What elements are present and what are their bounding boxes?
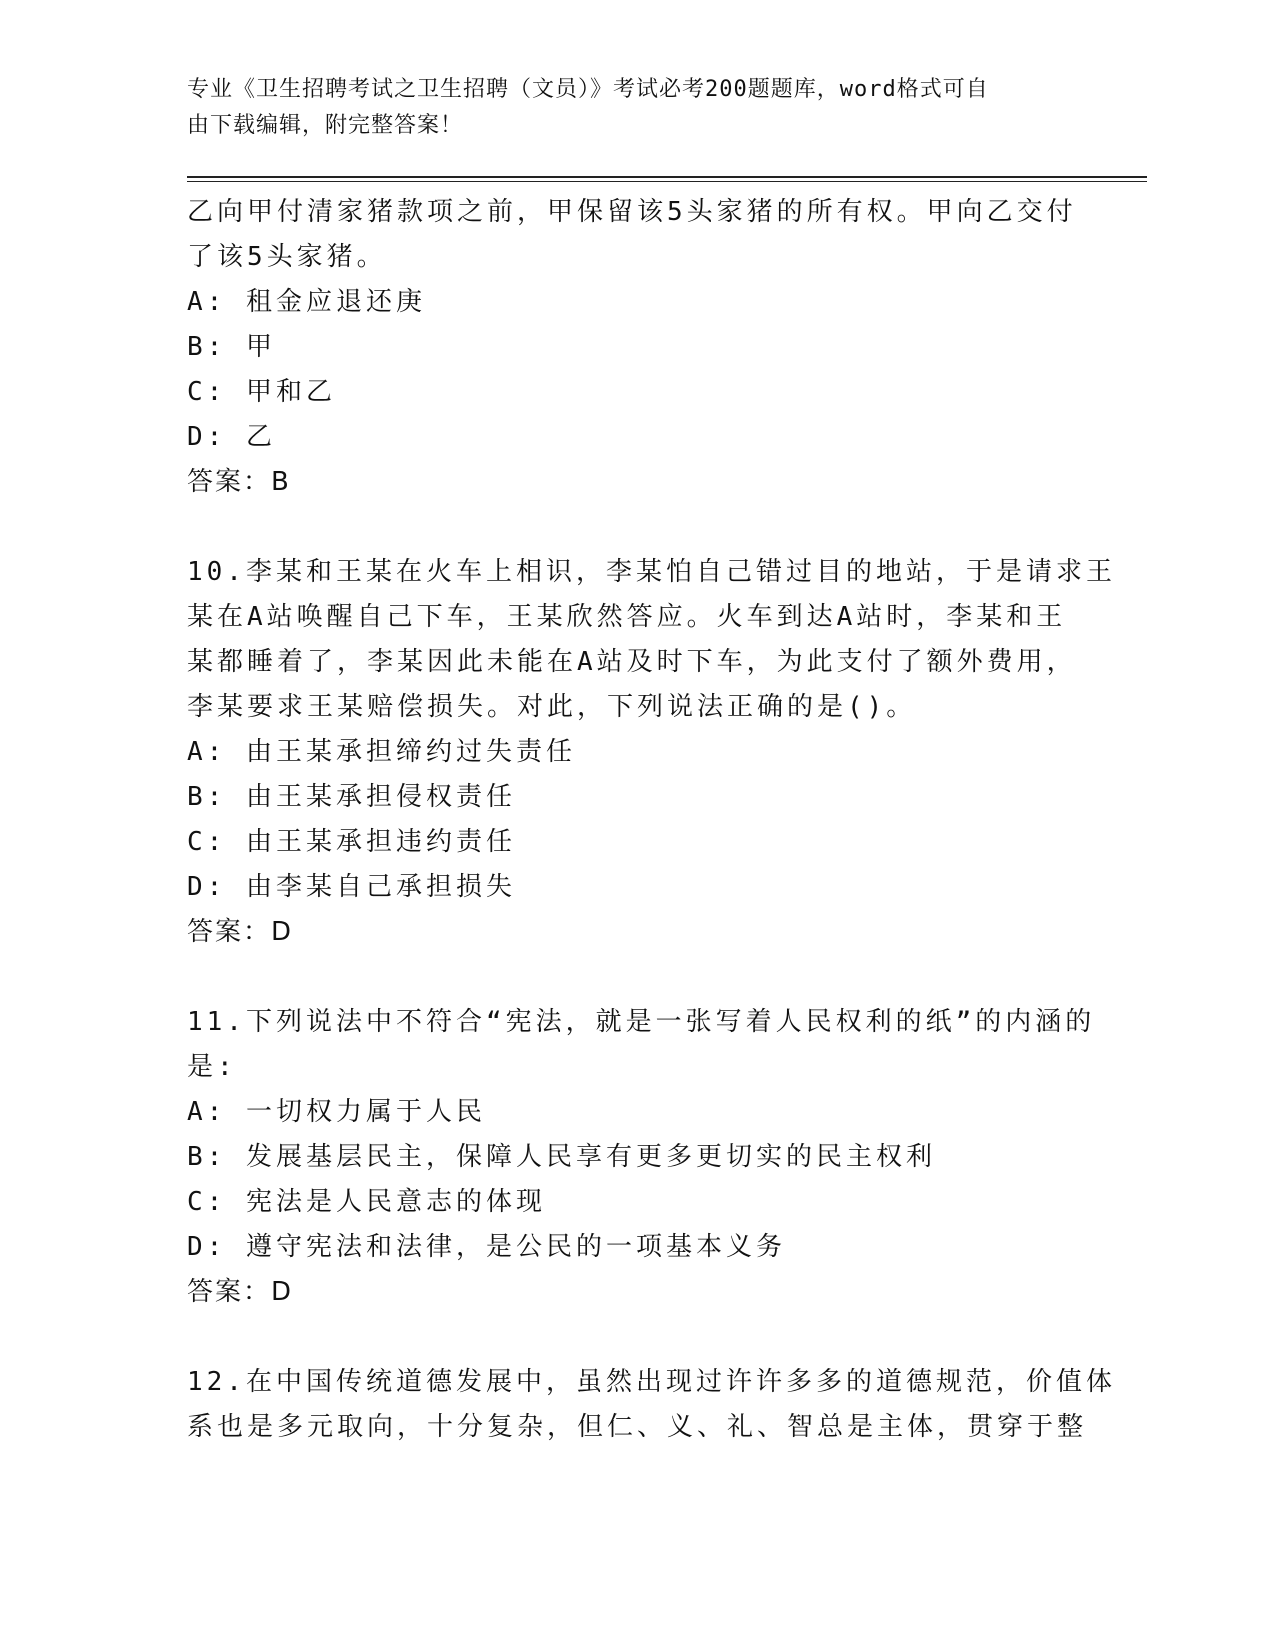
question-stem-line: 某都睡着了，李某因此未能在A站及时下车，为此支付了额外费用， bbox=[187, 647, 1077, 677]
option-c: C: 甲和乙 bbox=[187, 377, 336, 407]
option-c: C: 由王某承担违约责任 bbox=[187, 827, 516, 857]
question-11 bbox=[187, 1000, 1096, 1315]
option-d: D: 由李某自己承担损失 bbox=[187, 872, 516, 902]
spacer bbox=[187, 955, 1067, 1000]
question-12 bbox=[187, 1360, 1116, 1450]
question-stem-line: 系也是多元取向，十分复杂，但仁、义、礼、智总是主体，贯穿于整 bbox=[187, 1412, 1088, 1442]
option-a: A: 租金应退还庚 bbox=[187, 287, 426, 317]
answer-line: 答案：D bbox=[187, 917, 294, 947]
option-d: D: 乙 bbox=[187, 422, 276, 452]
spacer bbox=[187, 1315, 1067, 1360]
header-rule-thick bbox=[187, 176, 1147, 178]
option-b: B: 由王某承担侵权责任 bbox=[187, 782, 516, 812]
header-line-2: 由下载编辑，附完整答案！ bbox=[187, 113, 464, 138]
question-stem-line: 李某要求王某赔偿损失。对此，下列说法正确的是()。 bbox=[187, 692, 917, 722]
question-stem-line: 某在A站唤醒自己下车，王某欣然答应。火车到达A站时，李某和王 bbox=[187, 602, 1067, 632]
option-d: D: 遵守宪法和法律，是公民的一项基本义务 bbox=[187, 1232, 786, 1262]
header-line-1: 专业《卫生招聘考试之卫生招聘（文员）》考试必考200题题库，word格式可自 bbox=[187, 77, 989, 102]
question-stem-line: 是: bbox=[187, 1052, 237, 1082]
answer-line: 答案：B bbox=[187, 467, 291, 497]
spacer bbox=[187, 505, 1067, 550]
document-header bbox=[187, 72, 1067, 144]
question-stem-line: 了该5头家猪。 bbox=[187, 242, 387, 272]
option-a: A: 由王某承担缔约过失责任 bbox=[187, 737, 576, 767]
option-b: B: 甲 bbox=[187, 332, 276, 362]
header-rule-thin bbox=[187, 181, 1147, 182]
answer-line: 答案：D bbox=[187, 1277, 294, 1307]
document-body bbox=[187, 190, 1116, 1450]
question-stem-line: 10.李某和王某在火车上相识，李某怕自己错过目的地站，于是请求王 bbox=[187, 557, 1116, 587]
question-stem-line: 12.在中国传统道德发展中，虽然出现过许许多多的道德规范，价值体 bbox=[187, 1367, 1116, 1397]
question-stem-line: 11.下列说法中不符合“宪法，就是一张写着人民权利的纸”的内涵的 bbox=[187, 1007, 1096, 1037]
option-c: C: 宪法是人民意志的体现 bbox=[187, 1187, 546, 1217]
question-10 bbox=[187, 550, 1116, 955]
question-stem-line: 乙向甲付清家猪款项之前，甲保留该5头家猪的所有权。甲向乙交付 bbox=[187, 197, 1077, 227]
question-9-continued bbox=[187, 190, 1077, 505]
option-a: A: 一切权力属于人民 bbox=[187, 1097, 486, 1127]
option-b: B: 发展基层民主，保障人民享有更多更切实的民主权利 bbox=[187, 1142, 936, 1172]
